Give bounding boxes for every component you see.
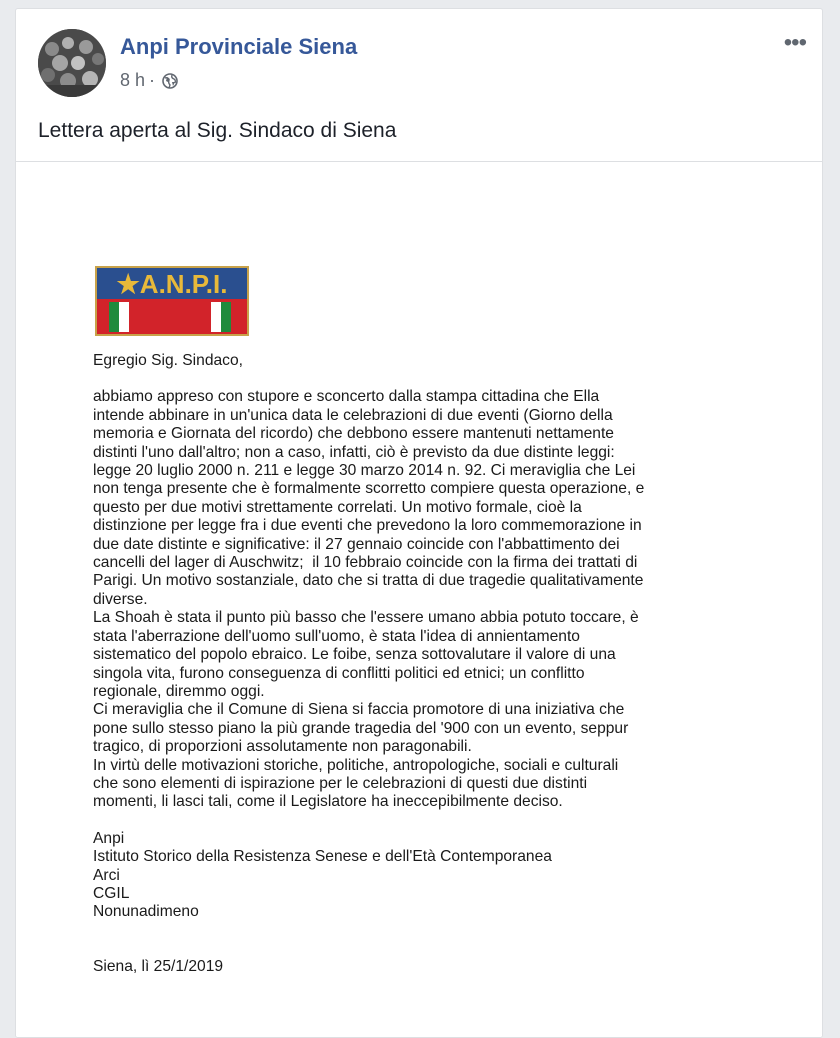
- post-caption: Lettera aperta al Sig. Sindaco di Siena: [38, 119, 397, 142]
- body-line: intende abbinare in un'unica data le celebrazioni di due eventi (Giorno della: [93, 406, 613, 424]
- author-name[interactable]: Anpi Provinciale Siena: [120, 34, 358, 59]
- place-date: Siena, lì 25/1/2019: [93, 957, 224, 975]
- logo-text: ★A.N.P.I.: [116, 269, 228, 299]
- anpi-logo: [95, 266, 249, 336]
- body-line: questo per due motivi strettamente correlati. Un motivo formale, cioè la: [93, 498, 582, 516]
- post-meta: [120, 70, 178, 91]
- body-line: due date distinte e significative: il 27 gennaio coincide con l'abbattimento dei: [93, 535, 620, 553]
- body-line: cancelli del lager di Auschwitz; il 10 febbraio coincide con la firma dei trattati di: [93, 554, 638, 572]
- signatory: Arci: [93, 866, 120, 884]
- body-line: In virtù delle motivazioni storiche, politiche, antropologiche, sociali e culturali: [93, 756, 619, 774]
- meta-separator: ·: [149, 70, 156, 90]
- letter-image[interactable]: [16, 162, 822, 1038]
- post-card: [15, 8, 823, 1038]
- signatory: CGIL: [93, 884, 130, 902]
- body-line: tragico, di proporzioni assolutamente non paragonabili.: [93, 738, 472, 756]
- body-line: memoria e Giornata del ricordo) che debbono essere mantenuti nettamente: [93, 425, 614, 443]
- body-line: legge 20 luglio 2000 n. 211 e legge 30 marzo 2014 n. 92. Ci meraviglia che Lei: [93, 462, 636, 480]
- body-line: regionale, diremmo oggi.: [93, 682, 265, 700]
- body-line: distinti l'uno dall'altro; non a caso, infatti, ciò è previsto da due distinte leggi:: [93, 443, 615, 461]
- globe-icon[interactable]: [162, 73, 178, 89]
- greeting: Egregio Sig. Sindaco,: [93, 352, 243, 369]
- body-line: che sono elementi di ispirazione per le celebrazioni di questi due distinti: [93, 774, 588, 792]
- body-line: momenti, li lasci tali, come il Legislatore ha ineccepibilmente deciso.: [93, 793, 563, 811]
- post-time[interactable]: 8 h: [120, 70, 146, 90]
- body-line: Parigi. Un motivo sostanziale, dato che si tratta di due tragedie qualitativamente: [93, 572, 644, 590]
- body-line: diverse.: [93, 590, 148, 608]
- body-line: distinzione per legge fra i due eventi che prevedono la loro commemorazione in: [93, 517, 642, 535]
- letter-text: [93, 352, 693, 976]
- signatory: Istituto Storico della Resistenza Senese e dell'Età Contemporanea: [93, 848, 552, 866]
- avatar[interactable]: [38, 29, 106, 97]
- body-line: Ci meraviglia che il Comune di Siena si faccia promotore di una iniziativa che: [93, 701, 625, 719]
- signatory: Nonunadimeno: [93, 903, 199, 921]
- body-line: abbiamo appreso con stupore e sconcerto dalla stampa cittadina che Ella: [93, 388, 600, 406]
- body-line: sistematico del popolo ebraico. Le foibe, senza sottovalutare il valore di una: [93, 646, 616, 664]
- body-line: stata l'aberrazione dell'uomo sull'uomo, è stata l'idea di annientamento: [93, 627, 580, 645]
- body-line: non tenga presente che è formalmente scorretto compiere questa operazione, e: [93, 480, 645, 498]
- more-options-icon[interactable]: •••: [783, 29, 806, 56]
- body-line: pone sullo stesso piano la più grande tragedia del '900 con un evento, seppur: [93, 719, 629, 737]
- signatory: Anpi: [93, 829, 125, 847]
- signatories: [93, 830, 693, 922]
- body-line: La Shoah è stata il punto più basso che l'essere umano abbia potuto toccare, è: [93, 609, 639, 627]
- body-line: singola vita, furono conseguenza di conflitti politici ed etnici; un conflitto: [93, 664, 585, 682]
